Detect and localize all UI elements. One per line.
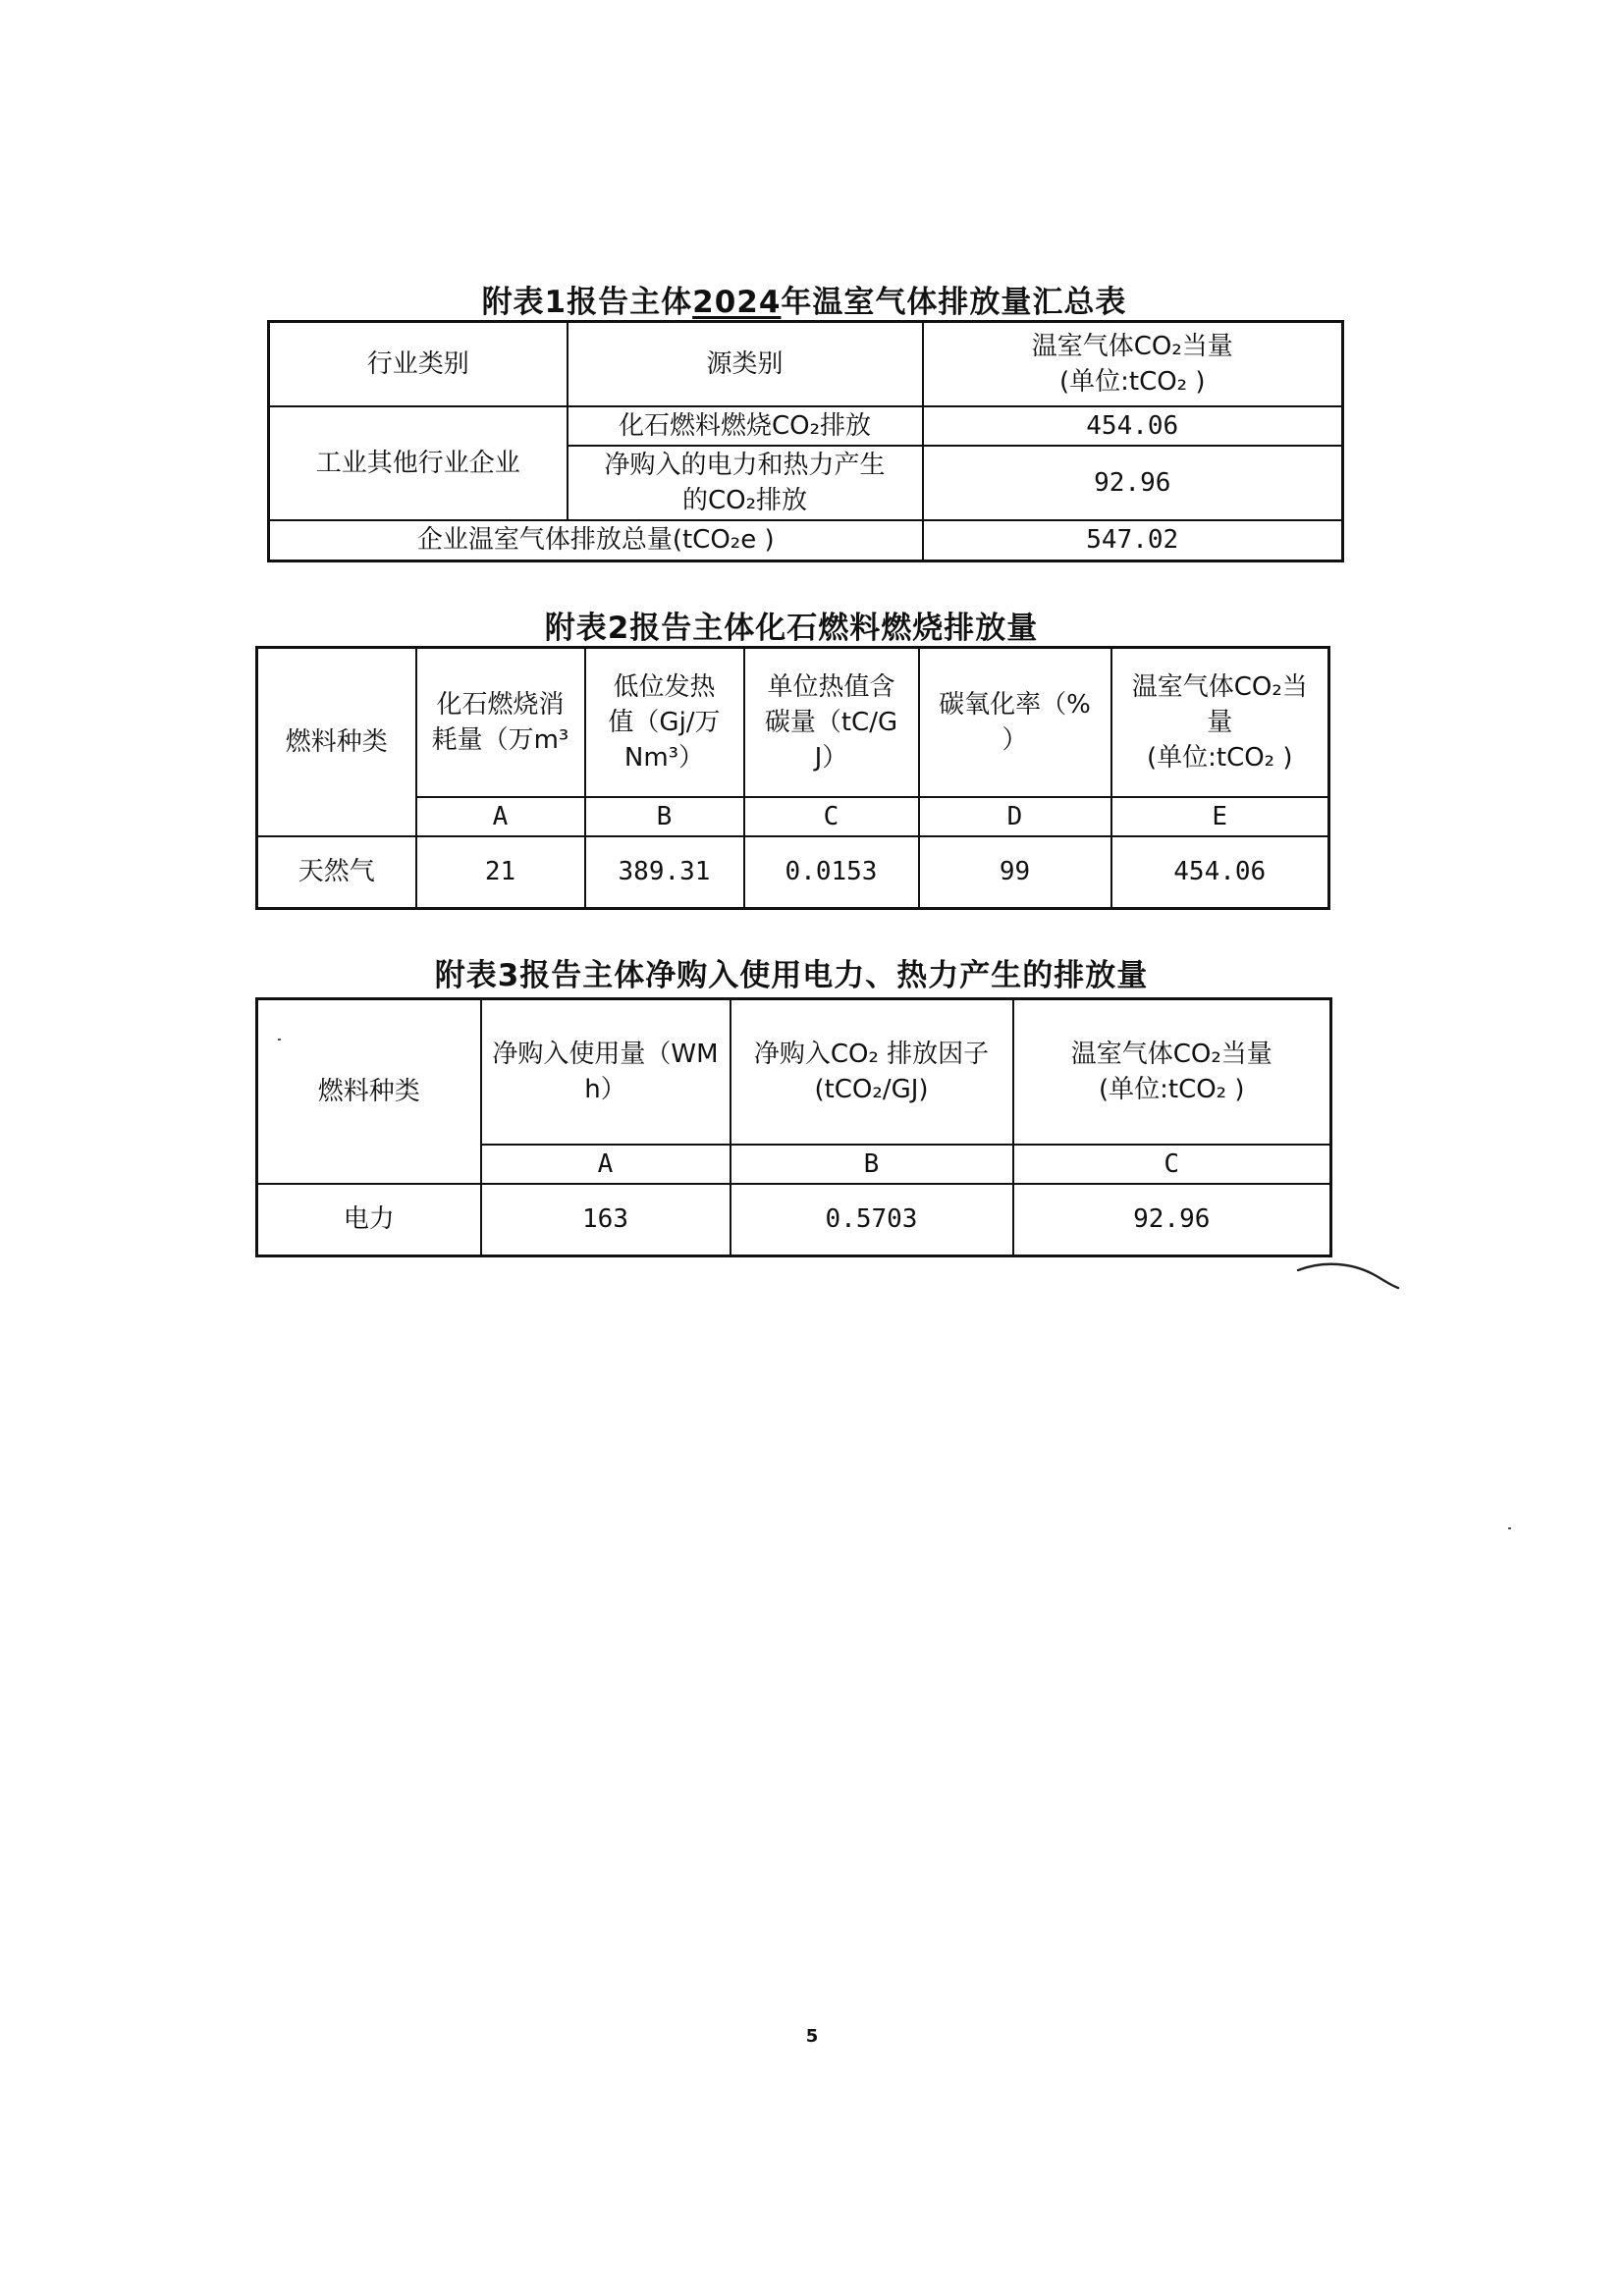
table1-header-ghg <box>923 322 1343 406</box>
table3-fuel-cell: 电力 <box>257 1184 481 1256</box>
table2-letter-b: B <box>585 797 744 836</box>
table2-fuel-cell: 天然气 <box>257 836 416 909</box>
table1-title-prefix: 附表1报告主体 <box>481 285 693 320</box>
table2-header-consumption-line1: 化石燃烧消 <box>436 689 565 720</box>
table-row <box>269 406 1343 446</box>
table2-letter-d: D <box>919 797 1111 836</box>
table2-header-carbon-line1: 单位热值含 <box>767 671 895 702</box>
table3-header-ghg-line2: (单位:tCO₂ ) <box>1098 1074 1245 1104</box>
table3-header-row <box>257 999 1331 1145</box>
table2-header-ncv-line2: 值（Gj/万 <box>608 707 721 737</box>
table2-header-ghg <box>1111 648 1329 797</box>
table1-header-ghg-line2: (单位:tCO₂ ) <box>1058 366 1206 397</box>
table2-header-carbon-line3: J） <box>814 742 848 773</box>
scan-speck <box>1508 1527 1511 1529</box>
table2-header-consumption-line2: 耗量（万m³ <box>431 724 569 755</box>
table1-total-value: 547.02 <box>923 520 1343 561</box>
table3-header-ghg-line1: 温室气体CO₂当量 <box>1070 1039 1272 1069</box>
table3-letter-a: A <box>481 1145 731 1184</box>
table-row <box>257 836 1329 909</box>
table2-header-oxidation <box>919 648 1111 797</box>
table3-title: 附表3报告主体净购入使用电力、热力产生的排放量 <box>434 958 1149 993</box>
table3-letter-b: B <box>731 1145 1013 1184</box>
table2-header-oxidation-line2: ） <box>1001 724 1028 755</box>
table2-header-ncv-line3: Nm³） <box>623 742 705 773</box>
table1-value-cell: 92.96 <box>923 446 1343 520</box>
table2-header-consumption <box>416 648 585 797</box>
table2-header-oxidation-line1: 碳氧化率（% <box>939 689 1091 720</box>
table2-ncv-cell: 389.31 <box>585 836 744 909</box>
table2-header-carbon <box>744 648 919 797</box>
table3-letter-c: C <box>1013 1145 1331 1184</box>
scan-speck <box>278 1039 281 1041</box>
table2-header-carbon-line2: 碳量（tC/G <box>764 707 898 737</box>
table3-ghg-cell: 92.96 <box>1013 1184 1331 1256</box>
table2-letter-row <box>257 797 1329 836</box>
table2-header-ncv-line1: 低位发热 <box>613 671 716 702</box>
table1 <box>267 320 1344 562</box>
table1-title-suffix: 年温室气体排放量汇总表 <box>781 285 1127 320</box>
table1-source-line1: 净购入的电力和热力产生 <box>604 450 886 480</box>
table2-title: 附表2报告主体化石燃料燃烧排放量 <box>544 611 1039 646</box>
table3-header-factor-line2: (tCO₂/GJ) <box>814 1074 929 1104</box>
table3-header-usage-line1: 净购入使用量（WM <box>492 1039 719 1069</box>
table2-oxidation-cell: 99 <box>919 836 1111 909</box>
table1-value-cell: 454.06 <box>923 406 1343 446</box>
table2-header-ghg-line2: 量 <box>1207 707 1233 737</box>
table3-header-factor-line1: 净购入CO₂ 排放因子 <box>753 1039 990 1069</box>
pen-stroke-mark <box>1294 1256 1402 1296</box>
table1-header-source: 源类别 <box>568 322 923 406</box>
table1-source-cell: 化石燃料燃烧CO₂排放 <box>568 406 923 446</box>
table3-header-usage <box>481 999 731 1145</box>
table1-source-cell <box>568 446 923 520</box>
table2-letter-e: E <box>1111 797 1329 836</box>
table1-source-line2: 的CO₂排放 <box>681 485 808 515</box>
table2-carbon-cell: 0.0153 <box>744 836 919 909</box>
page-number: 5 <box>805 2026 819 2047</box>
table3-header-ghg <box>1013 999 1331 1145</box>
table2-header-fuel: 燃料种类 <box>257 648 416 836</box>
table2-ghg-cell: 454.06 <box>1111 836 1329 909</box>
table1-title <box>267 277 1341 321</box>
table3-factor-cell: 0.5703 <box>731 1184 1013 1256</box>
table2-letter-a: A <box>416 797 585 836</box>
table3-usage-cell: 163 <box>481 1184 731 1256</box>
table2-header-ghg-line1: 温室气体CO₂当 <box>1131 671 1308 702</box>
table1-header-industry: 行业类别 <box>269 322 568 406</box>
table3-header-factor <box>731 999 1013 1145</box>
table3-header-usage-line2: h） <box>584 1074 626 1104</box>
table2-letter-c: C <box>744 797 919 836</box>
table1-industry-cell: 工业其他行业企业 <box>269 406 568 520</box>
table-row <box>257 1184 1331 1256</box>
table1-total-label: 企业温室气体排放总量(tCO₂e ) <box>269 520 923 561</box>
table2-consumption-cell: 21 <box>416 836 585 909</box>
table2-header-ncv <box>585 648 744 797</box>
table2 <box>255 646 1330 910</box>
table1-header-row <box>269 322 1343 406</box>
table1-header-ghg-line1: 温室气体CO₂当量 <box>1031 331 1233 361</box>
table3 <box>255 997 1332 1257</box>
table2-header-row <box>257 648 1329 797</box>
table3-header-fuel: 燃料种类 <box>257 999 481 1184</box>
table2-header-ghg-line3: (单位:tCO₂ ) <box>1146 742 1293 773</box>
table1-total-row <box>269 520 1343 561</box>
table1-title-year: 2024 <box>692 285 782 320</box>
